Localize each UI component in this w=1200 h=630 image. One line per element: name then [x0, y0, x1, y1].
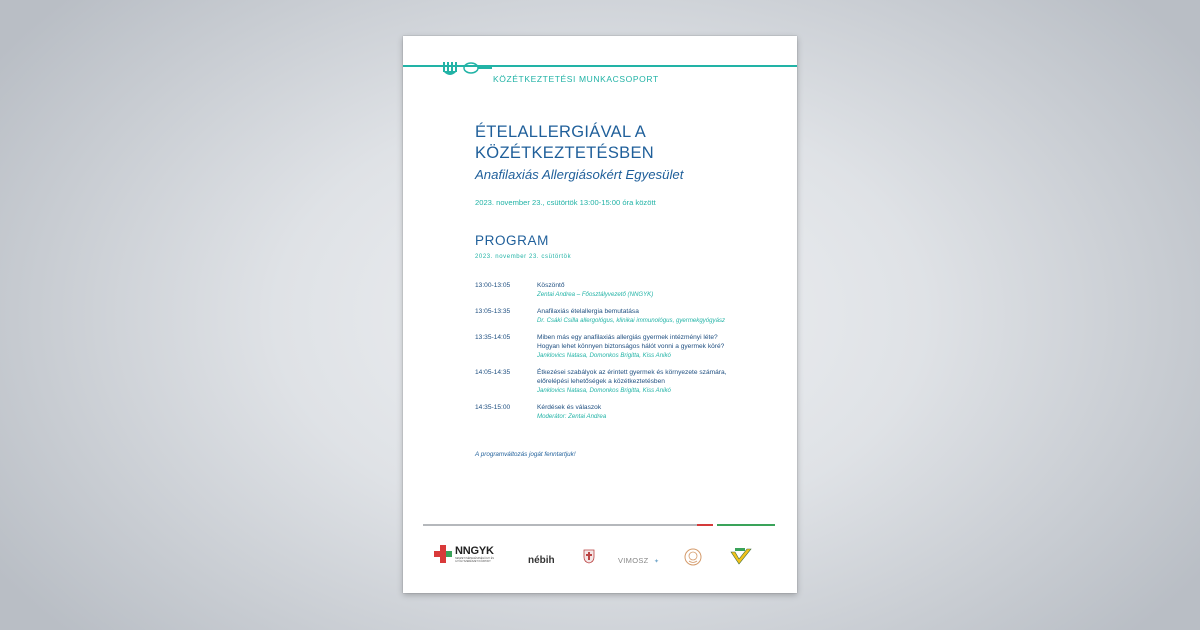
schedule-title: Étkezései szabályok az érintett gyermek és környezete számára, előrelépési lehetőségek a közétkeztetésben — [537, 369, 727, 385]
vimosz-logo-text: VIMOSZ — [618, 556, 649, 565]
program-heading: PROGRAM — [475, 233, 549, 248]
schedule-item — [475, 281, 775, 299]
nngyk-cross-icon — [433, 544, 453, 564]
flyer-document — [403, 36, 797, 593]
nebih-logo — [528, 550, 555, 568]
schedule-item — [475, 368, 775, 395]
program-change-note: A programváltozás jogát fenntartjuk! — [475, 451, 576, 458]
title-line-1: ÉTELALLERGIÁVAL A — [475, 123, 647, 141]
nngyk-logo-subtext: NEMZETI NÉPEGÉSZSÉGÜGYI ÉS GYÓGYSZERÉSZETI KÖZPONT — [455, 557, 494, 563]
round-seal-icon — [684, 548, 702, 566]
schedule-title: Anafilaxiás ételallergia bemutatása — [537, 308, 639, 315]
schedule-list — [475, 281, 775, 429]
header-divider — [403, 65, 797, 67]
vimosz-logo — [618, 550, 659, 568]
yellow-check-logo-icon — [729, 546, 753, 566]
nebih-logo-text: nébih — [528, 555, 555, 566]
ministry-crest-icon — [582, 548, 596, 564]
document-title — [475, 122, 775, 164]
schedule-title: Kérdések és válaszok — [537, 404, 602, 411]
nngyk-logo — [433, 544, 511, 564]
title-line-2: KÖZÉTKEZTETÉSBEN — [475, 144, 654, 162]
schedule-speaker: Zentai Andrea – Főosztályvezető (NNGYK) — [537, 291, 654, 298]
vimosz-star-icon: ✦ — [654, 559, 660, 565]
schedule-time: 13:35-14:05 — [475, 334, 511, 341]
spoon-icon — [463, 58, 493, 78]
schedule-time: 13:05-13:35 — [475, 308, 511, 315]
schedule-time: 14:35-15:00 — [475, 404, 511, 411]
schedule-item — [475, 403, 775, 421]
document-subtitle: Anafilaxiás Allergiásokért Egyesület — [475, 167, 684, 182]
schedule-title: Köszöntő — [537, 282, 565, 289]
event-date-line: 2023. november 23., csütörtök 13:00-15:00 óra között — [475, 198, 656, 207]
schedule-time: 13:00-13:05 — [475, 282, 511, 289]
schedule-item — [475, 307, 775, 325]
working-group-label: KÖZÉTKEZTETÉSI MUNKACSOPORT — [493, 74, 659, 84]
schedule-item — [475, 333, 775, 360]
schedule-time: 14:05-14:35 — [475, 369, 511, 376]
footer-divider — [423, 524, 697, 526]
program-date: 2023. november 23. csütörtök — [475, 254, 572, 260]
schedule-speaker: Janklovics Natasa, Domonkos Brigitta, Kiss Anikó — [537, 387, 671, 394]
footer-divider-red — [697, 524, 713, 526]
schedule-speaker: Moderátor: Zentai Andrea — [537, 413, 607, 420]
schedule-speaker: Dr. Csáki Csilla allergológus, klinikai immunológus, gyermekgyógyász — [537, 317, 726, 324]
schedule-title: Miben más egy anafilaxiás allergiás gyermek intézményi léte? Hogyan lehet könnyen biztonságos hálót vonni a gyermek köré? — [537, 334, 725, 350]
footer-divider-green — [717, 524, 775, 526]
schedule-speaker: Janklovics Natasa, Domonkos Brigitta, Kiss Anikó — [537, 352, 671, 359]
nngyk-logo-text: NNGYK — [455, 545, 494, 557]
